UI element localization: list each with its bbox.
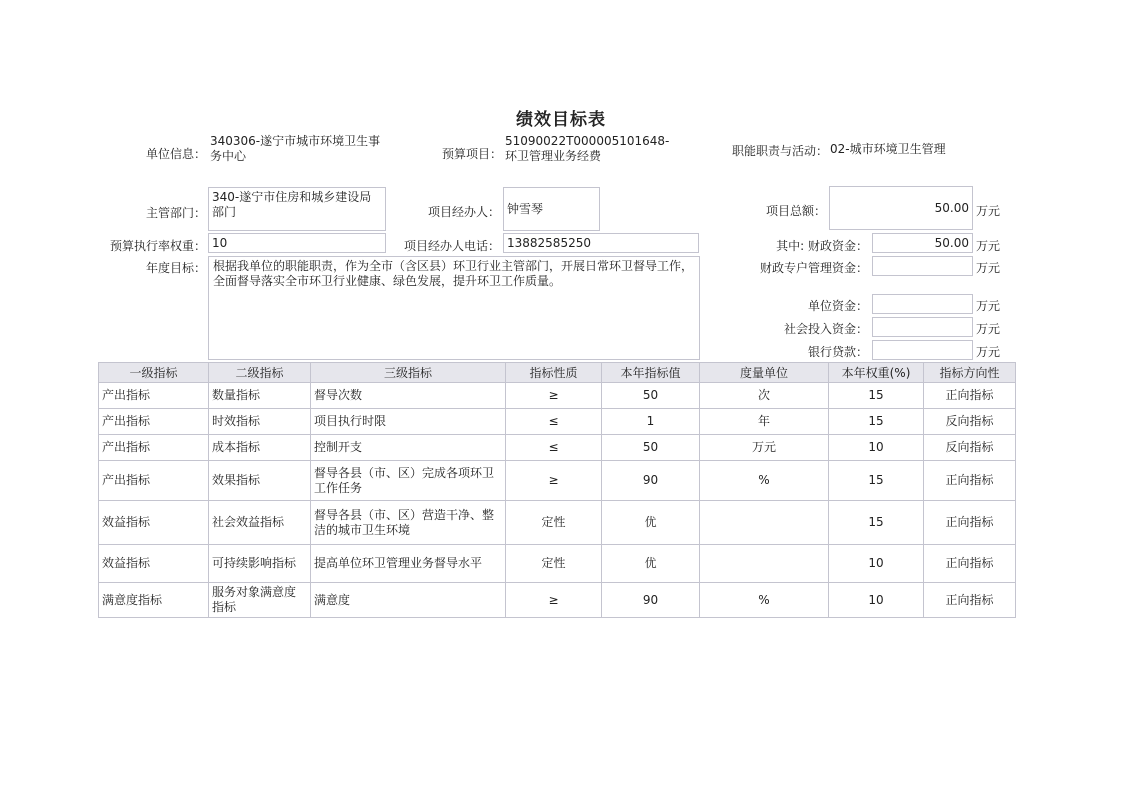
cell-level3: 项目执行时限 xyxy=(311,409,506,435)
cell-level3: 督导各县（市、区）营造干净、整洁的城市卫生环境 xyxy=(311,501,506,545)
col-header-unit: 度量单位 xyxy=(700,363,829,383)
cell-unit xyxy=(700,545,829,583)
fiscal-funds-field: 50.00 xyxy=(872,233,973,253)
fiscal-funds-unit: 万元 xyxy=(976,239,1001,253)
bank-loan-label: 银行贷款： xyxy=(807,345,868,359)
special-funds-unit: 万元 xyxy=(976,261,1001,275)
cell-level2: 效果指标 xyxy=(209,461,311,501)
cell-weight: 10 xyxy=(829,435,924,461)
exec-weight-label: 预算执行率权重： xyxy=(109,239,206,253)
cell-nature: ≥ xyxy=(506,583,602,618)
unit-funds-label: 单位资金： xyxy=(807,299,868,313)
cell-weight: 15 xyxy=(829,501,924,545)
cell-value: 90 xyxy=(602,583,700,618)
table-row xyxy=(99,545,1016,583)
cell-weight: 15 xyxy=(829,409,924,435)
cell-nature: 定性 xyxy=(506,501,602,545)
table-row xyxy=(99,583,1016,618)
cell-level1: 满意度指标 xyxy=(99,583,209,618)
cell-level3: 控制开支 xyxy=(311,435,506,461)
cell-level3: 督导各县（市、区）完成各项环卫工作任务 xyxy=(311,461,506,501)
cell-level2: 可持续影响指标 xyxy=(209,545,311,583)
manager-label: 项目经办人： xyxy=(427,205,500,219)
cell-level3: 提高单位环卫管理业务督导水平 xyxy=(311,545,506,583)
cell-value: 优 xyxy=(602,545,700,583)
manager-phone-label: 项目经办人电话： xyxy=(403,239,500,253)
cell-direction: 正向指标 xyxy=(924,545,1016,583)
annual-goal-label: 年度目标： xyxy=(145,261,206,275)
cell-direction: 反向指标 xyxy=(924,435,1016,461)
cell-level2: 成本指标 xyxy=(209,435,311,461)
exec-weight-field: 10 xyxy=(208,233,386,253)
indicator-table xyxy=(98,362,1016,618)
unit-info-value: 340306-遂宁市城市环境卫生事务中心 xyxy=(210,134,381,163)
cell-nature: ≥ xyxy=(506,461,602,501)
total-amount-unit: 万元 xyxy=(976,204,1001,218)
cell-value: 90 xyxy=(602,461,700,501)
social-funds-field xyxy=(872,317,973,337)
table-row xyxy=(99,501,1016,545)
unit-info-label: 单位信息： xyxy=(145,147,206,161)
table-row xyxy=(99,461,1016,501)
cell-value: 1 xyxy=(602,409,700,435)
fiscal-funds-label: 其中: 财政资金： xyxy=(776,239,868,253)
social-funds-label: 社会投入资金： xyxy=(783,322,868,336)
col-header-value: 本年指标值 xyxy=(602,363,700,383)
cell-unit: % xyxy=(700,461,829,501)
cell-unit: 万元 xyxy=(700,435,829,461)
cell-nature: 定性 xyxy=(506,545,602,583)
budget-item-value: 51090022T000005101648-环卫管理业务经费 xyxy=(505,134,670,163)
special-funds-field xyxy=(872,256,973,276)
table-row xyxy=(99,435,1016,461)
cell-level3: 督导次数 xyxy=(311,383,506,409)
cell-nature: ≥ xyxy=(506,383,602,409)
col-header-level1: 一级指标 xyxy=(99,363,209,383)
cell-level2: 社会效益指标 xyxy=(209,501,311,545)
cell-direction: 正向指标 xyxy=(924,383,1016,409)
cell-direction: 反向指标 xyxy=(924,409,1016,435)
dept-label: 主管部门： xyxy=(145,206,206,220)
col-header-direction: 指标方向性 xyxy=(924,363,1016,383)
manager-phone-field: 13882585250 xyxy=(503,233,699,253)
bank-loan-field xyxy=(872,340,973,360)
cell-value: 50 xyxy=(602,435,700,461)
table-row xyxy=(99,409,1016,435)
col-header-level2: 二级指标 xyxy=(209,363,311,383)
cell-level2: 服务对象满意度指标 xyxy=(209,583,311,618)
table-row xyxy=(99,383,1016,409)
cell-level1: 效益指标 xyxy=(99,545,209,583)
manager-field: 钟雪琴 xyxy=(503,187,600,231)
cell-unit: 年 xyxy=(700,409,829,435)
cell-level1: 产出指标 xyxy=(99,435,209,461)
cell-unit: % xyxy=(700,583,829,618)
cell-weight: 10 xyxy=(829,583,924,618)
cell-nature: ≤ xyxy=(506,435,602,461)
cell-direction: 正向指标 xyxy=(924,461,1016,501)
social-funds-unit: 万元 xyxy=(976,322,1001,336)
total-amount-label: 项目总额： xyxy=(765,204,826,218)
cell-level1: 产出指标 xyxy=(99,383,209,409)
duty-activity-value: 02-城市环境卫生管理 xyxy=(830,142,946,156)
col-header-level3: 三级指标 xyxy=(311,363,506,383)
unit-funds-field xyxy=(872,294,973,314)
cell-weight: 15 xyxy=(829,461,924,501)
dept-field: 340-遂宁市住房和城乡建设局部门 xyxy=(208,187,386,231)
duty-activity-label: 职能职责与活动： xyxy=(731,144,828,158)
cell-nature: ≤ xyxy=(506,409,602,435)
col-header-weight: 本年权重(%) xyxy=(829,363,924,383)
bank-loan-unit: 万元 xyxy=(976,345,1001,359)
cell-value: 50 xyxy=(602,383,700,409)
cell-direction: 正向指标 xyxy=(924,501,1016,545)
col-header-nature: 指标性质 xyxy=(506,363,602,383)
page-title: 绩效目标表 xyxy=(516,110,606,130)
cell-value: 优 xyxy=(602,501,700,545)
cell-level3: 满意度 xyxy=(311,583,506,618)
budget-item-label: 预算项目： xyxy=(441,147,502,161)
cell-level1: 产出指标 xyxy=(99,409,209,435)
special-funds-label: 财政专户管理资金： xyxy=(759,261,868,275)
cell-level2: 数量指标 xyxy=(209,383,311,409)
cell-level2: 时效指标 xyxy=(209,409,311,435)
total-amount-field: 50.00 xyxy=(829,186,973,230)
cell-direction: 正向指标 xyxy=(924,583,1016,618)
table-header-row xyxy=(99,363,1016,383)
cell-level1: 效益指标 xyxy=(99,501,209,545)
unit-funds-unit: 万元 xyxy=(976,299,1001,313)
annual-goal-field: 根据我单位的职能职责，作为全市（含区县）环卫行业主管部门，开展日常环卫督导工作，全面督导落实全市环卫行业健康、绿色发展，提升环卫工作质量。 xyxy=(208,256,700,360)
cell-unit xyxy=(700,501,829,545)
cell-unit: 次 xyxy=(700,383,829,409)
cell-weight: 10 xyxy=(829,545,924,583)
cell-weight: 15 xyxy=(829,383,924,409)
cell-level1: 产出指标 xyxy=(99,461,209,501)
